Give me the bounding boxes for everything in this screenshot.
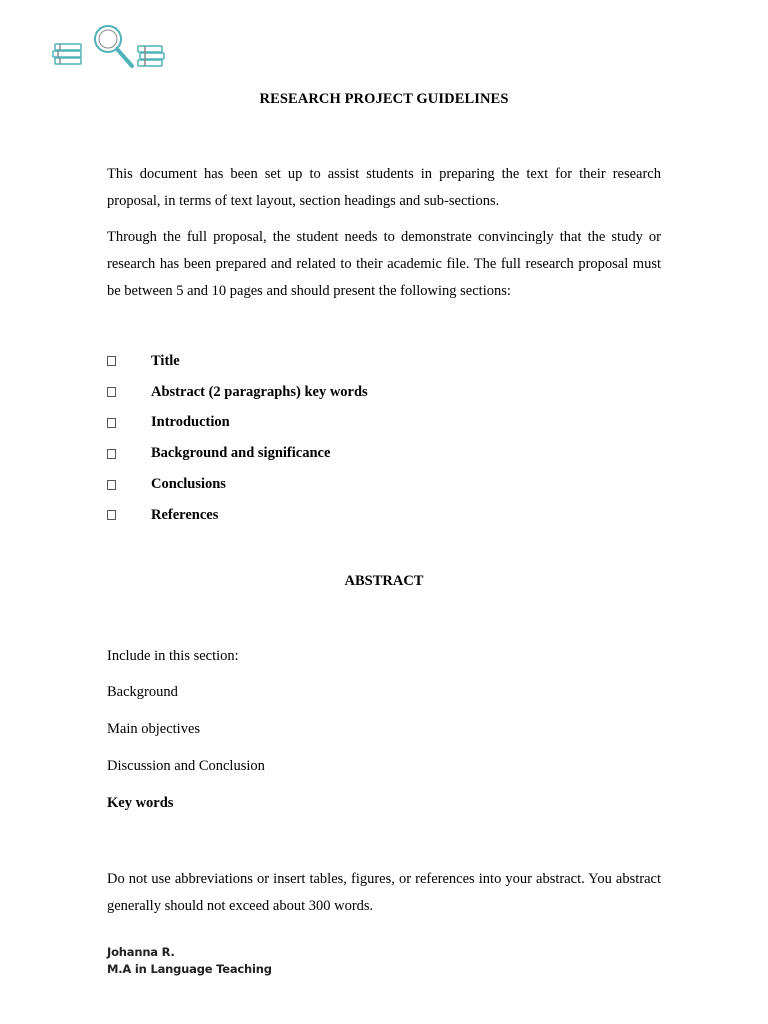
list-item-label: Background and significance	[151, 445, 331, 462]
list-item	[107, 469, 368, 500]
checkbox-icon	[107, 387, 116, 397]
checkbox-icon	[107, 510, 116, 520]
footer-degree: M.A in Language Teaching	[107, 962, 272, 976]
list-item	[107, 346, 368, 377]
list-item-label: Introduction	[151, 414, 230, 431]
abstract-include-label: Include in this section:	[107, 648, 239, 664]
checkbox-icon	[107, 356, 116, 366]
document-title: RESEARCH PROJECT GUIDELINES	[259, 91, 509, 107]
list-item	[107, 438, 368, 469]
checkbox-icon	[107, 418, 116, 428]
checkbox-icon	[107, 449, 116, 459]
list-item	[107, 408, 368, 439]
abstract-item-discussion: Discussion and Conclusion	[107, 758, 265, 774]
abstract-item-background: Background	[107, 684, 178, 700]
list-item-label: References	[151, 506, 219, 523]
list-item-label: Conclusions	[151, 476, 226, 493]
list-item	[107, 377, 368, 408]
books-magnifier-logo-icon	[50, 22, 168, 72]
abstract-heading: ABSTRACT	[344, 573, 424, 589]
intro-paragraph: Through the full proposal, the student needs to demonstrate convincingly that the study or research has been prepared and related to their academic file. The full research proposal must be between 5 and 10 pages and should present the following sections:	[107, 229, 661, 299]
abstract-note: Do not use abbreviations or insert tables, figures, or references into your abstract. You abstract generally should not exceed about 300 words.	[107, 871, 661, 914]
sections-list	[107, 346, 368, 531]
footer-author: Johanna R.	[107, 945, 175, 959]
key-words-label: Key words	[107, 795, 174, 811]
list-item-label: Abstract (2 paragraphs) key words	[151, 383, 368, 400]
footer	[107, 944, 272, 978]
list-item	[107, 500, 368, 531]
list-item-label: Title	[151, 352, 180, 369]
intro-paragraph: This document has been set up to assist students in preparing the text for their research proposal, in terms of text layout, section headings and sub-sections.	[107, 166, 661, 209]
checkbox-icon	[107, 480, 116, 490]
abstract-item-objectives: Main objectives	[107, 721, 201, 737]
